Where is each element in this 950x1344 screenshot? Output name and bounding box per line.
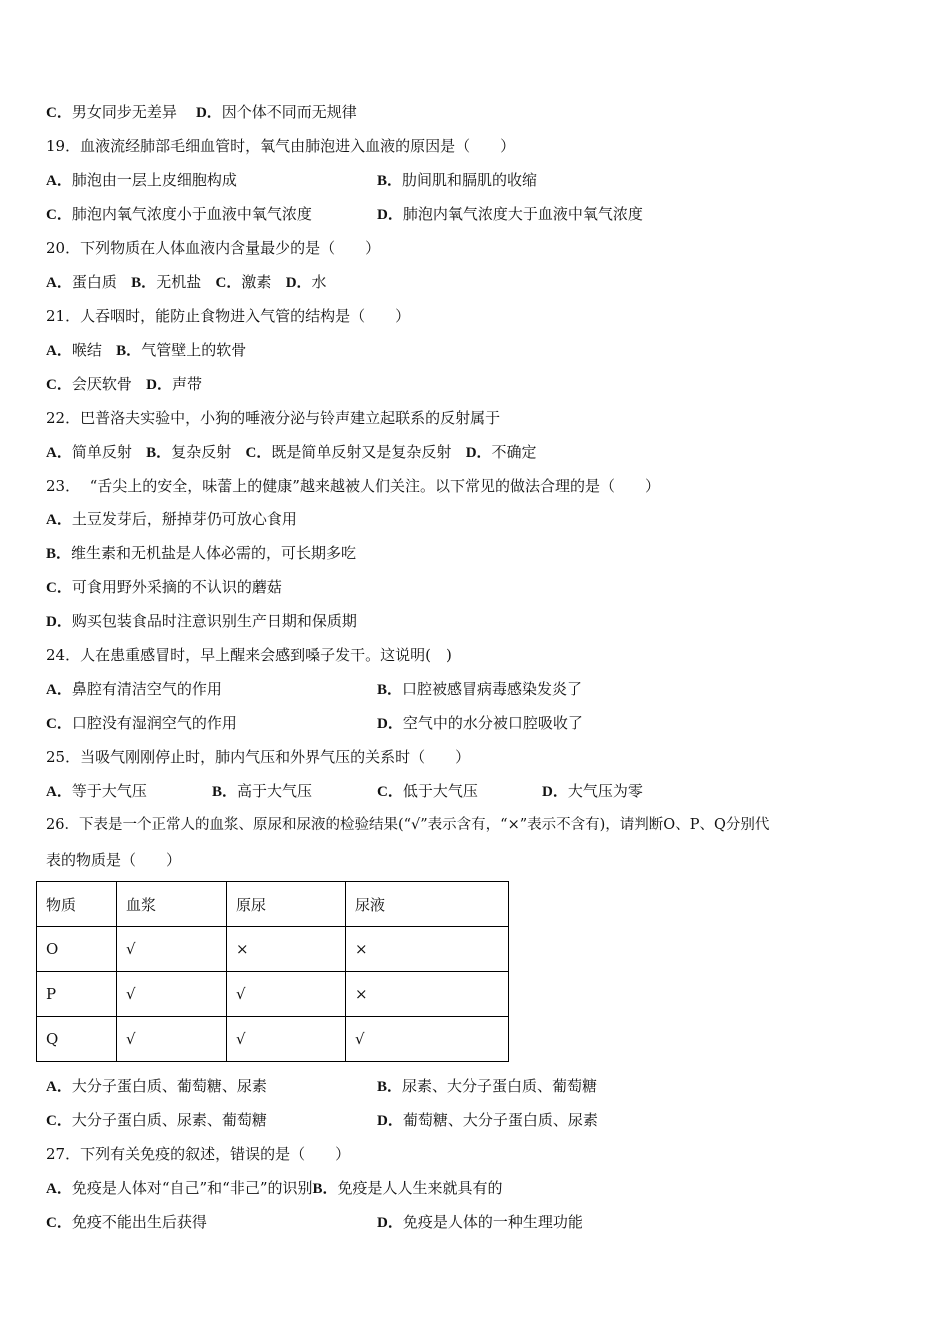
q22-stem: 22．巴普洛夫实验中，小狗的唾液分泌与铃声建立起联系的反射属于	[46, 409, 501, 427]
q18-option-c: 男女同步无差异	[71, 103, 177, 121]
q26-option-b: B．尿素、大分子蛋白质、葡萄糖	[377, 1077, 598, 1095]
q26-table	[36, 881, 509, 1062]
table-header: 血浆	[117, 882, 227, 927]
q25-option-c: C．低于大气压	[377, 782, 478, 800]
table-cell: √	[227, 1017, 346, 1062]
q27-option-d: D．免疫是人体的一种生理功能	[377, 1213, 583, 1231]
q20-option-c: 激素	[241, 273, 272, 291]
q21-stem: 21．人吞咽时，能防止食物进入气管的结构是（ ）	[46, 307, 411, 325]
q19-stem: 19．血液流经肺部毛细血管时，氧气由肺泡进入血液的原因是（ ）	[46, 137, 516, 155]
table-row	[37, 1017, 509, 1062]
q27-stem: 27．下列有关免疫的叙述，错误的是（ ）	[46, 1145, 351, 1163]
table-header: 物质	[37, 882, 117, 927]
q21-option-c: 会厌软骨	[71, 375, 132, 393]
table-header: 尿液	[346, 882, 509, 927]
q26-option-d: D．葡萄糖、大分子蛋白质、尿素	[377, 1111, 598, 1129]
q20-stem: 20．下列物质在人体血液内含量最少的是（ ）	[46, 239, 381, 257]
table-cell: √	[117, 972, 227, 1017]
q24-option-c: C．口腔没有湿润空气的作用	[46, 714, 237, 732]
q21-option-a: 喉结	[71, 341, 102, 359]
q27-options-ab: A．免疫是人体对“自己”和“非己”的识别B．免疫是人人生来就具有的	[46, 1179, 503, 1197]
q27-option-a: 免疫是人体对“自己”和“非己”的识别	[71, 1179, 313, 1197]
q23-option-b: B．维生素和无机盐是人体必需的，可长期多吃	[46, 544, 357, 562]
q20-option-a: 蛋白质	[71, 273, 117, 291]
table-cell: P	[37, 972, 117, 1017]
table-cell: O	[37, 927, 117, 972]
table-row	[37, 972, 509, 1017]
q20-option-b: 无机盐	[156, 273, 202, 291]
table-cell: √	[227, 972, 346, 1017]
q19-option-c: C．肺泡内氧气浓度小于血液中氧气浓度	[46, 205, 312, 223]
q24-stem: 24．人在患重感冒时，早上醒来会感到嗓子发干。这说明( )	[46, 646, 452, 664]
q24-option-d: D．空气中的水分被口腔吸收了	[377, 714, 583, 732]
q22-option-c: 既是简单反射又是复杂反射	[271, 443, 452, 461]
q24-option-b: B．口腔被感冒病毒感染发炎了	[377, 680, 583, 698]
table-row	[37, 927, 509, 972]
q20-options: A．蛋白质 B．无机盐 C．激素 D．水	[46, 273, 327, 291]
q24-option-a: A．鼻腔有清洁空气的作用	[46, 680, 222, 698]
q21-option-d: 声带	[172, 375, 203, 393]
q19-option-a: A．肺泡由一层上皮细胞构成	[46, 171, 237, 189]
q26-stem-line2: 表的物质是（ ）	[46, 851, 182, 869]
q23-option-d: D．购买包装食品时注意识别生产日期和保质期	[46, 612, 357, 630]
table-header-row	[37, 882, 509, 927]
q27-option-b: 免疫是人人生来就具有的	[337, 1179, 503, 1197]
q23-option-c: C．可食用野外采摘的不认识的蘑菇	[46, 578, 282, 596]
q21-options-ab: A．喉结 B．气管壁上的软骨	[46, 341, 247, 359]
q26-option-c: C．大分子蛋白质、尿素、葡萄糖	[46, 1111, 267, 1129]
table-header: 原尿	[227, 882, 346, 927]
q22-options: A．简单反射 B．复杂反射 C．既是简单反射又是复杂反射 D．不确定	[46, 443, 537, 461]
q20-option-d: 水	[311, 273, 327, 291]
q19-option-b: B．肋间肌和膈肌的收缩	[377, 171, 538, 189]
q27-option-c: C．免疫不能出生后获得	[46, 1213, 207, 1231]
q19-option-d: D．肺泡内氧气浓度大于血液中氧气浓度	[377, 205, 643, 223]
q26-stem-line1: 26．下表是一个正常人的血浆、原尿和尿液的检验结果(“√”表示含有，“×”表示不含有)，请判断O、P、Q分别代	[46, 817, 770, 833]
table-cell: ×	[227, 927, 346, 972]
table-cell: √	[346, 1017, 509, 1062]
q23-stem: 23． “舌尖上的安全，味蕾上的健康”越来越被人们关注。以下常见的做法合理的是（ ）	[46, 477, 660, 495]
table-cell: √	[117, 1017, 227, 1062]
q21-options-cd: C．会厌软骨 D．声带	[46, 375, 203, 393]
q25-option-a: A．等于大气压	[46, 782, 147, 800]
table-cell: Q	[37, 1017, 117, 1062]
table-cell: √	[117, 927, 227, 972]
q22-option-b: 复杂反射	[171, 443, 232, 461]
q25-option-d: D．大气压为零	[542, 782, 643, 800]
q25-option-b: B．高于大气压	[212, 782, 313, 800]
q22-option-d: 不确定	[491, 443, 537, 461]
table-cell: ×	[346, 927, 509, 972]
q18-options-cd: C．男女同步无差异 D．因个体不同而无规律	[46, 103, 357, 121]
q25-stem: 25．当吸气刚刚停止时，肺内气压和外界气压的关系时（ ）	[46, 748, 471, 766]
table-cell: ×	[346, 972, 509, 1017]
q22-option-a: 简单反射	[71, 443, 132, 461]
q21-option-b: 气管壁上的软骨	[141, 341, 247, 359]
q18-option-d: 因个体不同而无规律	[221, 103, 357, 121]
q23-option-a: A．土豆发芽后，掰掉芽仍可放心食用	[46, 510, 297, 528]
q26-option-a: A．大分子蛋白质、葡萄糖、尿素	[46, 1077, 267, 1095]
